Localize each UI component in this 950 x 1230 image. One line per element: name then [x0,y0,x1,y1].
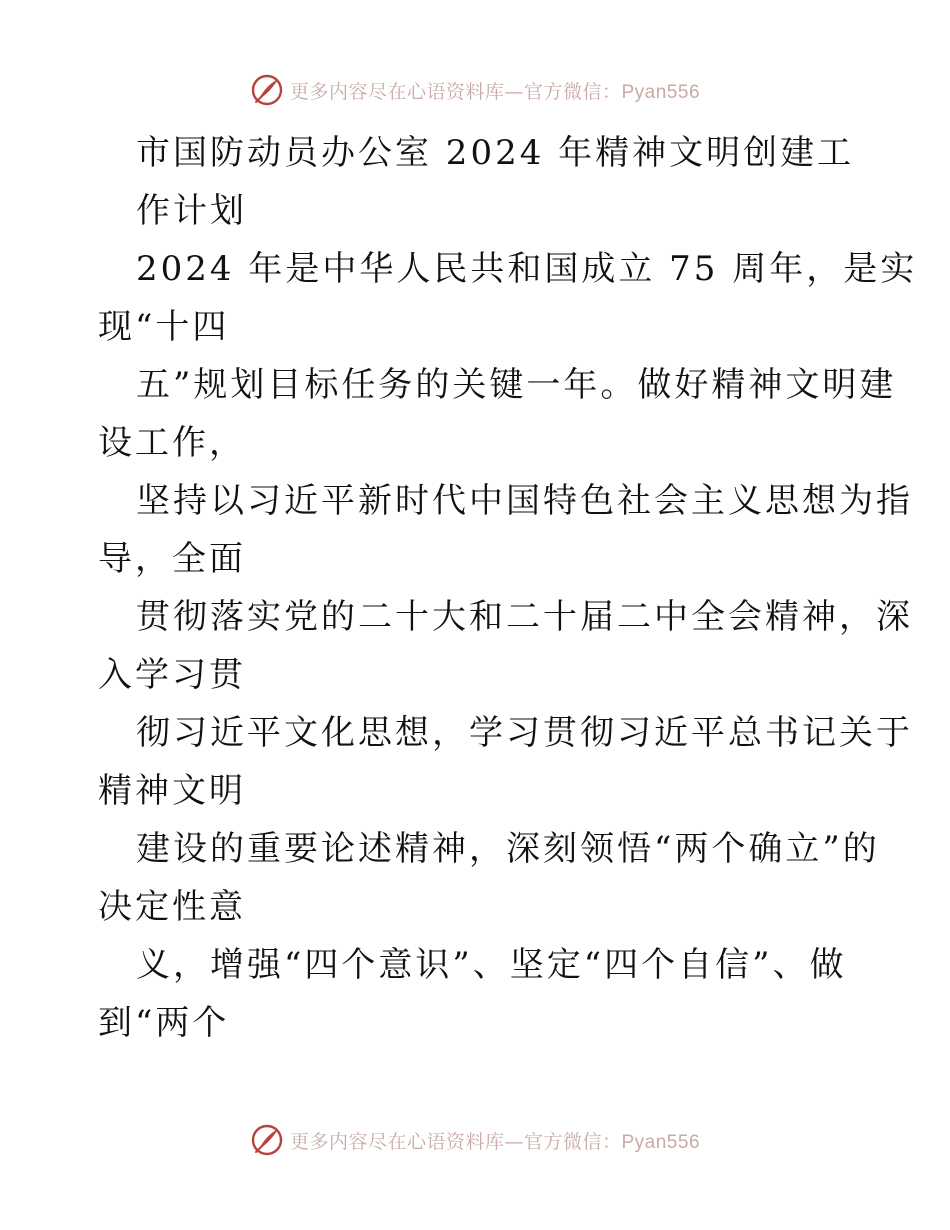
footer-banner-text: 更多内容尽在心语资料库—官方微信： [289,1130,622,1153]
paragraph-line: 彻习近平文化思想，学习贯彻习近平总书记关于 [136,713,913,753]
paragraph-line: 建设的重要论述精神，深刻领悟“两个确立”的 [136,829,880,869]
paragraph-line: 设工作， [98,423,246,463]
paragraph-line: 2024 年是中华人民共和国成立 75 周年，是实 [136,249,918,289]
header-banner-text: 更多内容尽在心语资料库—官方微信： [289,80,622,103]
footer-banner [0,1120,950,1160]
header-banner-wechat: Pyan556 [621,81,701,103]
document-body [98,124,918,1052]
feather-quill-circle-icon [250,1123,284,1157]
document-title-line-1: 市国防动员办公室 2024 年精神文明创建工 [136,133,855,173]
paragraph-line: 导，全面 [98,539,246,579]
paragraph-line: 精神文明 [98,771,246,811]
paragraph-line: 贯彻落实党的二十大和二十届二中全会精神，深 [136,597,913,637]
document-title-line-2: 作计划 [136,191,247,231]
paragraph-line: 决定性意 [98,887,246,927]
footer-banner-wechat: Pyan556 [621,1131,701,1153]
paragraph-line: 入学习贯 [98,655,246,695]
paragraph-line: 到“两个 [98,1003,230,1043]
feather-quill-circle-icon [250,73,284,107]
paragraph-line: 现“十四 [98,307,230,347]
paragraph-line: 五”规划目标任务的关键一年。做好精神文明建 [136,365,897,405]
header-banner [0,70,950,110]
paragraph-line: 坚持以习近平新时代中国特色社会主义思想为指 [136,481,913,521]
paragraph-line: 义，增强“四个意识”、坚定“四个自信”、做 [136,945,847,985]
